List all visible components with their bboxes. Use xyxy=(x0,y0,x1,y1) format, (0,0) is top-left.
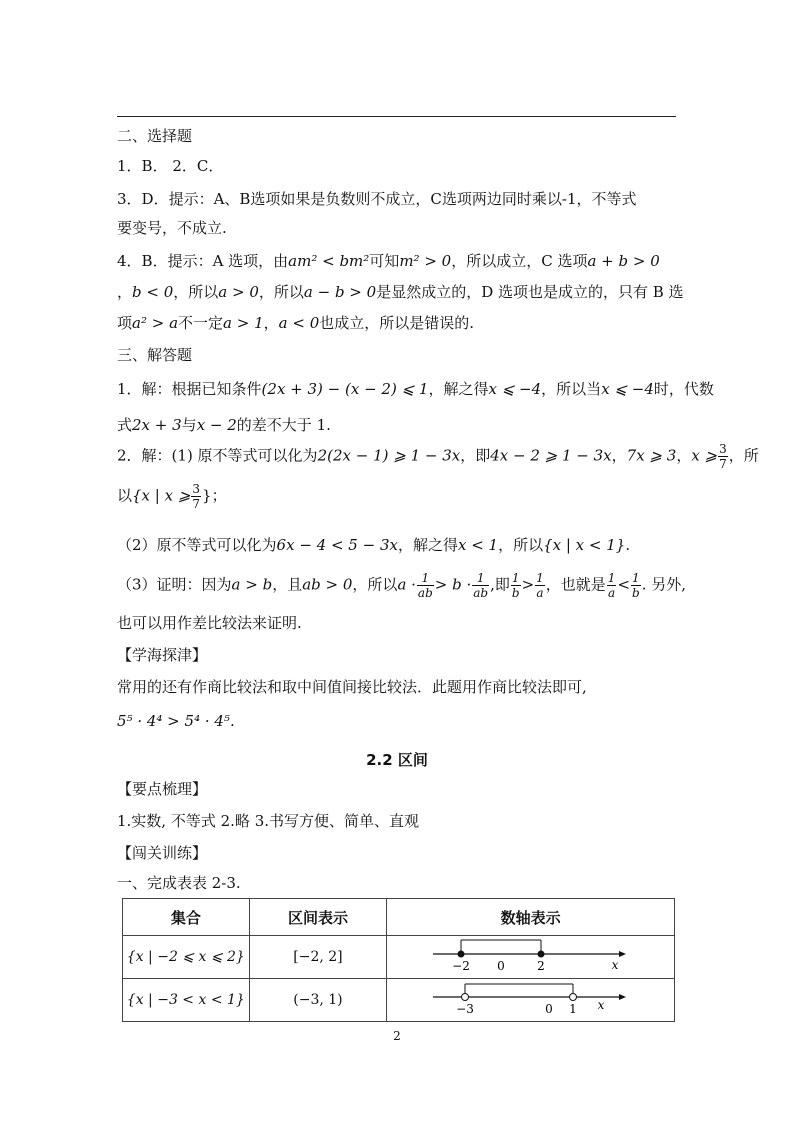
solution-1-line1 xyxy=(117,378,714,399)
task-title: 一、完成表表 2-3. xyxy=(117,874,241,892)
header-number-line: 数轴表示 xyxy=(387,899,675,936)
text: ， xyxy=(611,446,627,465)
xuehai-equation: 5⁵ · 4⁴ > 5⁴ · 4⁵. xyxy=(117,712,235,730)
math: a² > a xyxy=(132,314,179,332)
open-endpoint-right xyxy=(569,994,576,1001)
text: 可知 xyxy=(369,252,400,270)
text: 1．解：根据已知条件 xyxy=(117,380,262,398)
math: 2x + 3 xyxy=(132,416,182,434)
text: 时，代数 xyxy=(653,380,714,398)
text: 的差不大于 1. xyxy=(236,416,331,434)
answer-4-line2 xyxy=(117,281,684,302)
xuehai-text: 常用的还有作商比较法和取中间值间接比较法．此题用作商比较法即可, xyxy=(117,678,587,696)
fraction-1-a xyxy=(535,571,545,600)
page-number: 2 xyxy=(393,1029,401,1043)
math: a < 0 xyxy=(278,314,320,332)
number-line-open xyxy=(431,979,631,1017)
yaodian-text: 1.实数, 不等式 2.略 3.书写方便、简单、直观 xyxy=(117,812,420,830)
text: ，所以 xyxy=(258,283,304,301)
math: < xyxy=(617,575,631,594)
chuangguan-heading: 【闯关训练】 xyxy=(117,844,208,862)
solution-2-line1 xyxy=(117,442,759,471)
fraction-1-ab xyxy=(417,571,434,600)
tick-label-right: 1 xyxy=(568,1002,577,1016)
math: 2(2x − 1) ⩾ 1 − 3x xyxy=(317,446,461,465)
fraction-1-ab xyxy=(472,571,489,600)
axis-variable: x xyxy=(611,958,619,972)
math: x ⩽ −4 xyxy=(601,380,654,398)
axis-arrow xyxy=(619,994,626,1000)
fraction-1-b xyxy=(511,571,521,600)
numerator: 3 xyxy=(719,442,727,456)
solution-1-line2 xyxy=(117,414,331,435)
header-interval: 区间表示 xyxy=(249,899,387,936)
tick-label-zero: 0 xyxy=(544,1002,553,1016)
text: 也成立，所以是错误的. xyxy=(319,314,475,332)
solution-2-part3-line2: 也可以用作差比较法来证明. xyxy=(117,614,302,632)
math: 4x − 2 ⩾ 1 − 3x xyxy=(490,446,612,465)
answer-3-line1: 3．D．提示：A、B选项如果是负数则不成立，C选项两边同时乘以-1，不等式 xyxy=(117,190,637,208)
denominator: a xyxy=(536,586,544,600)
text: ，即 xyxy=(460,446,491,465)
math: a > b xyxy=(231,575,273,594)
denominator: ab xyxy=(473,586,489,600)
tick-label-left: −3 xyxy=(455,1002,474,1016)
table-row xyxy=(123,979,675,1022)
yaodian-heading: 【要点梳理】 xyxy=(117,780,208,798)
text: ， xyxy=(117,283,133,301)
math: a − b > 0 xyxy=(303,283,377,301)
table-row xyxy=(123,936,675,979)
math: x ⩽ −4 xyxy=(488,380,542,398)
fraction-3-7 xyxy=(718,442,728,471)
text: ，解之得 xyxy=(428,380,489,398)
text: ，解之得 xyxy=(397,536,458,554)
denominator: a xyxy=(608,586,616,600)
math: am² < bm² xyxy=(288,252,370,270)
denominator: ab xyxy=(417,586,433,600)
set-cell: {x | −2 ⩽ x ⩽ 2} xyxy=(123,936,250,979)
numerator: 1 xyxy=(511,571,520,585)
interval-cell: [−2, 2] xyxy=(249,936,387,979)
math: x ⩾ xyxy=(691,446,718,465)
text: 式 xyxy=(117,416,133,434)
text: 与 xyxy=(181,416,197,434)
math: b < 0 xyxy=(132,283,174,301)
text: ，所 xyxy=(728,446,759,465)
section-title-choice: 二、选择题 xyxy=(117,127,193,145)
fraction-1-b xyxy=(631,571,641,600)
fraction-3-7 xyxy=(191,482,201,511)
math: (2x + 3) − (x − 2) ⩽ 1 xyxy=(261,380,429,398)
text: ，所以 xyxy=(352,575,398,594)
interval-table xyxy=(122,898,675,1022)
numerator: 1 xyxy=(472,571,489,586)
text: ，也就是 xyxy=(545,575,606,594)
solution-2-part2 xyxy=(117,534,630,555)
numerator: 1 xyxy=(536,571,544,585)
section-title-solutions: 三、解答题 xyxy=(117,346,193,364)
tick-label-right: 2 xyxy=(536,959,545,973)
solution-2-part3 xyxy=(117,571,686,600)
math: {x | x < 1} xyxy=(543,536,626,554)
answer-3-line2: 要变号，不成立. xyxy=(117,219,227,237)
text: ，且 xyxy=(272,575,303,594)
text: ， xyxy=(263,314,279,332)
text: （3）证明：因为 xyxy=(117,575,232,594)
denominator: 7 xyxy=(719,457,727,471)
text: 不一定 xyxy=(178,314,224,332)
header-set: 集合 xyxy=(123,899,250,936)
math: 6x − 4 < 5 − 3x xyxy=(276,536,398,554)
text: . xyxy=(625,536,631,554)
text: . 另外, xyxy=(641,575,687,594)
text: ，所以 xyxy=(498,536,544,554)
table-header-row xyxy=(123,899,675,936)
closed-endpoint-right xyxy=(537,951,544,958)
math: 7x ⩾ 3 xyxy=(626,446,677,465)
denominator: b xyxy=(511,586,520,600)
numerator: 1 xyxy=(417,571,434,586)
numerator: 3 xyxy=(192,482,201,496)
math: {x | x ⩾ xyxy=(132,486,191,505)
math: m² > 0 xyxy=(399,252,452,270)
number-line-cell xyxy=(387,936,675,979)
header-rule xyxy=(117,116,676,117)
math: a + b > 0 xyxy=(587,252,660,270)
xuehai-heading: 【学海探津】 xyxy=(117,646,208,664)
text: 项 xyxy=(117,314,133,332)
solution-2-line2 xyxy=(117,482,227,511)
numerator: 1 xyxy=(607,571,616,585)
math: x − 2 xyxy=(196,416,237,434)
closed-endpoint-left xyxy=(457,951,464,958)
numerator: 1 xyxy=(632,571,640,585)
math: ab > 0 xyxy=(302,575,353,594)
math: a > 0 xyxy=(218,283,259,301)
axis-arrow xyxy=(619,951,626,957)
axis-variable: x xyxy=(597,998,605,1012)
section-heading-2-2: 2.2 区间 xyxy=(366,751,428,769)
number-line-cell xyxy=(387,979,675,1022)
text: ， xyxy=(676,446,692,465)
math: a > 1 xyxy=(223,314,264,332)
denominator: 7 xyxy=(192,497,201,511)
text: 是显然成立的，D 选项也是成立的，只有 B 选 xyxy=(376,283,684,301)
set-cell: {x | −3 < x < 1} xyxy=(123,979,250,1022)
text: （2）原不等式可以化为 xyxy=(117,536,277,554)
answer-4-line3 xyxy=(117,312,474,333)
math: > b · xyxy=(434,575,472,594)
text: ，所以当 xyxy=(541,380,602,398)
number-line-closed xyxy=(431,936,631,974)
fraction-1-a xyxy=(607,571,617,600)
text: ,即 xyxy=(490,575,510,594)
text: 以 xyxy=(117,486,133,505)
answers-1-2: 1．B． 2．C． xyxy=(117,157,224,175)
text: }； xyxy=(202,486,227,505)
denominator: b xyxy=(632,586,640,600)
answer-4-line1 xyxy=(117,250,660,271)
open-endpoint-left xyxy=(461,994,468,1001)
math: x < 1 xyxy=(457,536,499,554)
text: ，所以 xyxy=(173,283,219,301)
text: ，所以成立，C 选项 xyxy=(451,252,588,270)
math: > xyxy=(521,575,535,594)
text: 4．B．提示：A 选项，由 xyxy=(117,252,289,270)
math: a · xyxy=(397,575,416,594)
interval-cell: (−3, 1) xyxy=(249,979,387,1022)
text: 2．解：(1) 原不等式可以化为 xyxy=(117,446,318,465)
tick-label-left: −2 xyxy=(451,959,470,973)
tick-label-zero: 0 xyxy=(496,959,505,973)
